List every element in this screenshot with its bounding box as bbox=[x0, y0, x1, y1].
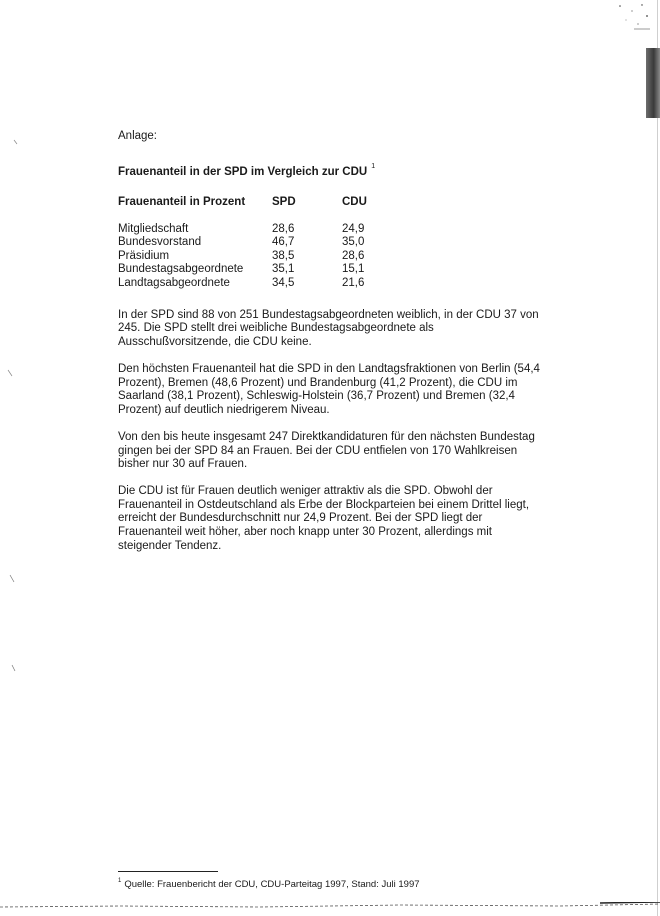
row-label: Bundestagsabgeordnete bbox=[118, 263, 244, 276]
spd-value: 28,6 bbox=[272, 222, 295, 235]
spd-value: 46,7 bbox=[272, 236, 295, 249]
table-row bbox=[118, 277, 402, 291]
comparison-table bbox=[118, 196, 402, 291]
cdu-value: 35,0 bbox=[342, 236, 365, 249]
cdu-value: 15,1 bbox=[342, 263, 365, 276]
paragraph-bundestag: In der SPD sind 88 von 251 Bundestagsabgeordneten weiblich, in der CDU 37 von 245. Die SPD stellt drei weibliche Bundestagsabgeordnete als Ausschußvorsitzende, die CDU keine. bbox=[118, 308, 539, 348]
column-header-cdu: CDU bbox=[342, 196, 367, 209]
scan-edge bbox=[657, 0, 658, 916]
scan-shadow-bar bbox=[646, 48, 660, 118]
cdu-value: 28,6 bbox=[342, 249, 365, 262]
row-label: Mitgliedschaft bbox=[118, 222, 189, 235]
document-heading bbox=[118, 162, 548, 179]
table-row bbox=[118, 236, 402, 250]
attachment-label: Anlage: bbox=[118, 130, 158, 142]
footnote-mark: 1 bbox=[118, 878, 122, 884]
row-label: Bundesvorstand bbox=[118, 236, 202, 249]
cdu-value: 24,9 bbox=[342, 222, 365, 235]
document-body bbox=[118, 130, 548, 567]
cdu-value: 21,6 bbox=[342, 276, 365, 289]
paragraph-landtag: Den höchsten Frauenanteil hat die SPD in den Landtagsfraktionen von Berlin (54,4 Prozent), Bremen (48,6 Prozent) und Brandenburg (41,2 Prozent), die CDU im Saarland (38,1 Prozent), Schleswig-Holstein (36,7 Prozent) und Bremen (32,4 Prozent) auf deutlich niedrigerem Niveau. bbox=[118, 362, 540, 416]
table-row bbox=[118, 223, 402, 237]
heading-text: Frauenanteil in der SPD im Vergleich zur CDU bbox=[118, 165, 368, 178]
column-header-category: Frauenanteil in Prozent bbox=[118, 196, 246, 209]
column-header-spd: SPD bbox=[272, 196, 296, 209]
margin-marks bbox=[0, 120, 30, 680]
spd-value: 38,5 bbox=[272, 249, 295, 262]
row-label: Landtagsabgeordnete bbox=[118, 276, 230, 289]
paragraph-direktkandidaturen: Von den bis heute insgesamt 247 Direktkandidaturen für den nächsten Bundestag gingen bei der SPD 84 an Frauen. Bei der CDU entfielen von 170 Wahlkreisen bisher nur 30 auf Frauen. bbox=[118, 430, 535, 471]
row-label: Präsidium bbox=[118, 249, 170, 262]
footnote-text: Quelle: Frauenbericht der CDU, CDU-Parteitag 1997, Stand: Juli 1997 bbox=[124, 879, 420, 891]
table-row bbox=[118, 250, 402, 264]
spd-value: 34,5 bbox=[272, 276, 295, 289]
table-row bbox=[118, 263, 402, 277]
scan-specks bbox=[614, 2, 652, 32]
heading-footnote-mark: 1 bbox=[371, 162, 376, 170]
footnote-divider bbox=[118, 871, 218, 872]
paragraph-attraktivitaet: Die CDU ist für Frauen deutlich weniger attraktiv als die SPD. Obwohl der Frauenanteil in Ostdeutschland als Erbe der Blockparteien bei einem Drittel liegt, erreicht der Bundesdurchschnitt nur 24,9 Prozent. Bei der SPD liegt der Frauenanteil weit höher, aber noch knapp unter 30 Prozent, allerdings mit steigender Tendenz. bbox=[118, 485, 530, 552]
footnote bbox=[118, 877, 420, 890]
table-header-row bbox=[118, 196, 402, 223]
scan-bottom-edge bbox=[0, 902, 660, 910]
spd-value: 35,1 bbox=[272, 263, 295, 276]
